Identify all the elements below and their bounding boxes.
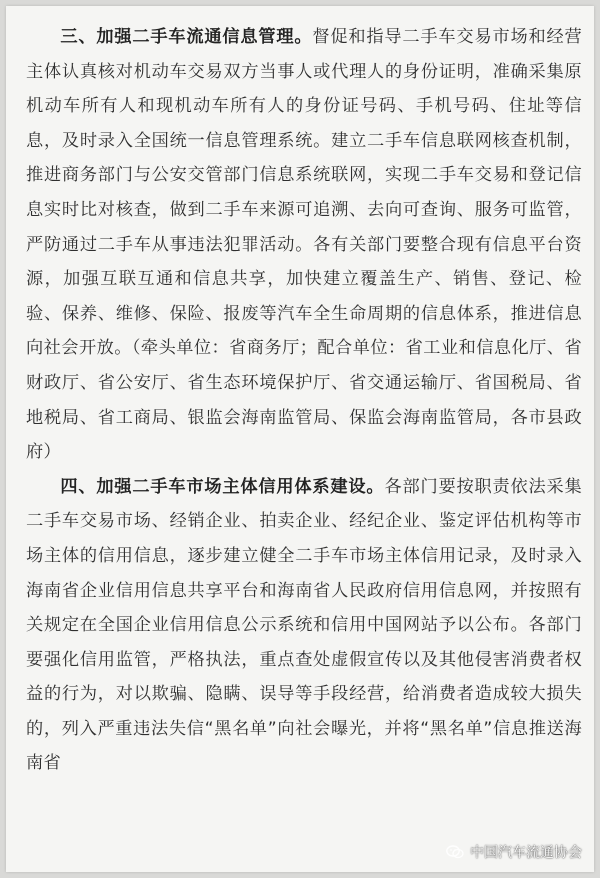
source-watermark <box>446 842 582 862</box>
wechat-icon <box>446 845 464 859</box>
watermark-text: 中国汽车流通协会 <box>470 845 582 861</box>
section-4-body: 各部门要按职责依法采集二手车交易市场、经销企业、拍卖企业、经纪企业、鉴定评估机构等市场主体的信用信息，逐步建立健全二手车市场主体信用记录，及时录入海南省企业信用信息共享平台和海南省人民政府信用信息网，并按照有关规定在全国企业信用信息公示系统和信用中国网站予以公布。各部门要强化信用监管，严格执法，重点查处虚假宣传以及其他侵害消费者权益的行为，对以欺骗、隐瞒、误导等手段经营，给消费者造成较大损失的，列入严重违法失信“黑名单”向社会曝光，并将“黑名单”信息推送海南省 <box>26 476 582 774</box>
document-content <box>26 20 582 781</box>
paragraph-section-4 <box>26 470 582 781</box>
document-page <box>6 6 594 872</box>
section-3-body: 督促和指导二手车交易市场和经营主体认真核对机动车交易双方当事人或代理人的身份证明，准确采集原机动车所有人和现机动车所有人的身份证号码、手机号码、住址等信息，及时录入全国统一信息管理系统。建立二手车信息联网核查机制，推进商务部门与公安交管部门信息系统联网，实现二手车交易和登记信息实时比对核查，做到二手车来源可追溯、去向可查询、服务可监管，严防通过二手车从事违法犯罪活动。各有关部门要整合现有信息平台资源，加强互联互通和信息共享，加快建立覆盖生产、销售、登记、检验、保养、维修、保险、报废等汽车全生命周期的信息体系，推进信息向社会开放。（牵头单位：省商务厅；配合单位：省工业和信息化厅、省财政厅、省公安厅、省生态环境保护厅、省交通运输厅、省国税局、省地税局、省工商局、银监会海南监管局、保监会海南监管局，各市县政府） <box>26 27 582 463</box>
section-3-heading: 三、加强二手车流通信息管理。 <box>60 27 313 47</box>
section-4-heading: 四、加强二手车市场主体信用体系建设。 <box>60 476 385 497</box>
paragraph-section-3 <box>26 20 582 470</box>
